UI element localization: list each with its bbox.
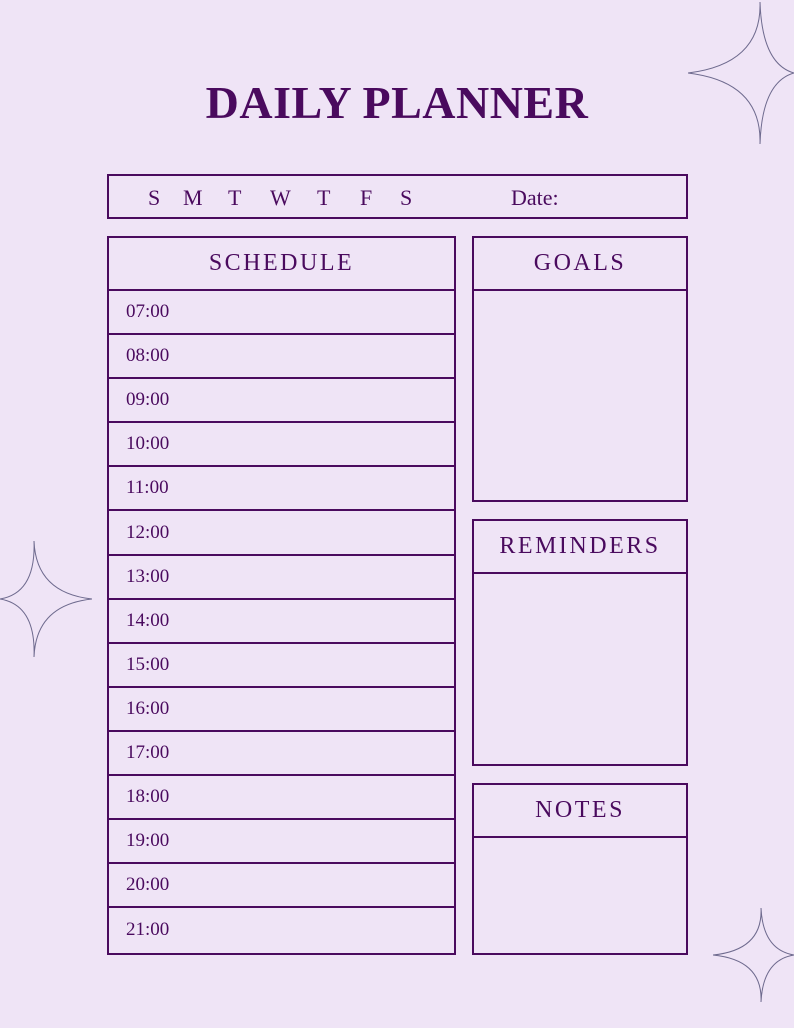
schedule-time-label: 16:00 bbox=[126, 697, 170, 719]
schedule-time-label: 20:00 bbox=[126, 874, 170, 896]
schedule-time-label: 12:00 bbox=[126, 521, 170, 543]
goals-area[interactable] bbox=[474, 291, 686, 500]
schedule-row[interactable] bbox=[109, 556, 454, 600]
schedule-row[interactable] bbox=[109, 379, 454, 423]
schedule-row[interactable] bbox=[109, 776, 454, 820]
day-friday[interactable]: F bbox=[360, 185, 373, 210]
date-label: Date: bbox=[511, 185, 559, 210]
goals-section bbox=[472, 236, 688, 502]
schedule-time-label: 21:00 bbox=[126, 919, 170, 941]
reminders-header: REMINDERS bbox=[474, 521, 686, 574]
schedule-time-label: 17:00 bbox=[126, 741, 170, 763]
schedule-time-label: 18:00 bbox=[126, 786, 170, 808]
schedule-row[interactable] bbox=[109, 335, 454, 379]
day-tuesday[interactable]: T bbox=[228, 185, 242, 210]
schedule-row[interactable] bbox=[109, 423, 454, 467]
schedule-time-label: 19:00 bbox=[126, 830, 170, 852]
day-saturday[interactable]: S bbox=[400, 185, 413, 210]
schedule-row[interactable] bbox=[109, 467, 454, 511]
schedule-row[interactable] bbox=[109, 908, 454, 952]
schedule-header: SCHEDULE bbox=[109, 238, 454, 291]
schedule-time-label: 09:00 bbox=[126, 389, 170, 411]
notes-section bbox=[472, 783, 688, 955]
schedule-row[interactable] bbox=[109, 820, 454, 864]
schedule-row[interactable] bbox=[109, 291, 454, 335]
schedule-row[interactable] bbox=[109, 600, 454, 644]
notes-area[interactable] bbox=[474, 838, 686, 953]
schedule-row[interactable] bbox=[109, 864, 454, 908]
schedule-time-label: 13:00 bbox=[126, 565, 170, 587]
reminders-area[interactable] bbox=[474, 574, 686, 764]
day-of-week-bar bbox=[107, 174, 688, 219]
day-monday[interactable]: M bbox=[183, 185, 203, 210]
schedule-time-label: 10:00 bbox=[126, 433, 170, 455]
schedule-time-label: 07:00 bbox=[126, 301, 170, 323]
schedule-time-label: 08:00 bbox=[126, 345, 170, 367]
schedule-row[interactable] bbox=[109, 732, 454, 776]
day-thursday[interactable]: T bbox=[317, 185, 331, 210]
day-wednesday[interactable]: W bbox=[270, 185, 291, 210]
sparkle-icon bbox=[713, 908, 794, 1002]
schedule-row[interactable] bbox=[109, 644, 454, 688]
goals-header: GOALS bbox=[474, 238, 686, 291]
schedule-row[interactable] bbox=[109, 688, 454, 732]
reminders-section bbox=[472, 519, 688, 766]
notes-header: NOTES bbox=[474, 785, 686, 838]
schedule-time-label: 14:00 bbox=[126, 609, 170, 631]
schedule-rows bbox=[109, 291, 454, 952]
sparkle-icon bbox=[688, 2, 794, 144]
schedule-section bbox=[107, 236, 456, 955]
sparkle-icon bbox=[0, 541, 92, 657]
schedule-time-label: 15:00 bbox=[126, 653, 170, 675]
schedule-row[interactable] bbox=[109, 511, 454, 555]
page-title: DAILY PLANNER bbox=[205, 77, 589, 128]
day-sunday[interactable]: S bbox=[148, 185, 161, 210]
schedule-time-label: 11:00 bbox=[126, 477, 169, 499]
